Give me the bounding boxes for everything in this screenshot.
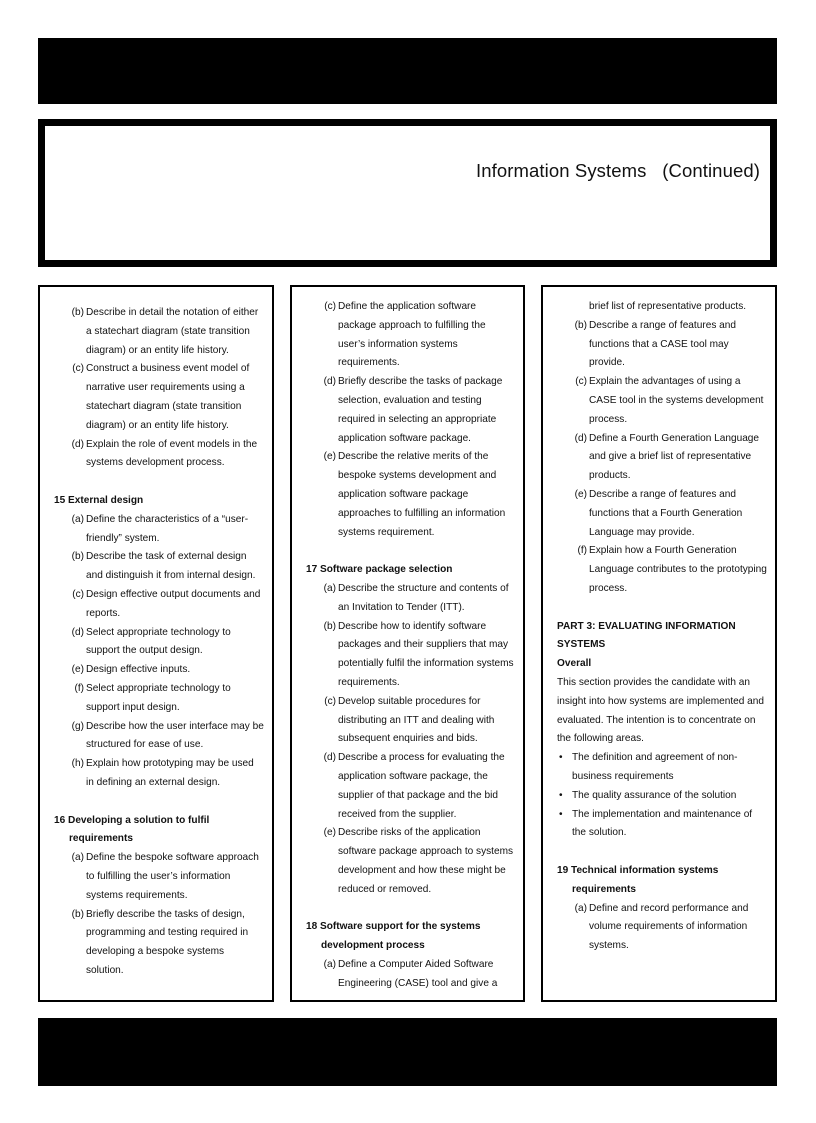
bullet-text: The quality assurance of the solution — [572, 789, 737, 801]
item-label: (d) — [71, 438, 84, 450]
item-text: Describe in detail the notation of either a statechart diagram (state transition diagram) or an entity life history. — [86, 307, 259, 356]
objective-item — [54, 849, 264, 905]
spacer — [54, 793, 264, 812]
objective-item — [557, 486, 767, 542]
item-text: Describe the task of external design and distinguish it from internal design. — [86, 551, 256, 582]
item-text: Define the application software package approach to fulfilling the user’s information systems requirements. — [338, 301, 486, 369]
bullet-item — [557, 787, 767, 806]
item-label: (b) — [71, 551, 84, 563]
page-title: Information Systems (Continued) — [476, 160, 760, 181]
item-text: Describe how the user interface may be structured for ease of use. — [86, 720, 264, 751]
item-text: Design effective inputs. — [86, 664, 191, 676]
objective-item — [306, 956, 515, 994]
item-label: (b) — [71, 307, 84, 318]
item-text: Define and record performance and volume requirements of information systems. — [589, 902, 749, 952]
item-label: (d) — [323, 752, 336, 764]
spacer — [306, 542, 515, 561]
objective-item — [54, 586, 264, 624]
objective-item — [306, 693, 515, 749]
item-text: Describe a process for evaluating the application software package, the supplier of that package and the bid received from the supplier. — [338, 752, 505, 820]
objective-item — [306, 373, 515, 448]
item-label: (e) — [323, 451, 336, 463]
item-label: (e) — [323, 827, 336, 839]
item-text: Design effective output documents and reports. — [86, 588, 261, 619]
objective-item — [306, 298, 515, 373]
paragraph: This section provides the candidate with an insight into how systems are implemented and evaluated. The intention is to concentrate on the following areas. — [557, 676, 765, 745]
bullet-icon: • — [559, 808, 563, 820]
item-text: Describe a range of features and functions that a Fourth Generation Language may provide. — [589, 488, 743, 538]
item-label: (b) — [71, 908, 84, 920]
objective-item — [306, 618, 515, 693]
item-label: (f) — [577, 545, 587, 557]
continued-text: brief list of representative products. — [589, 301, 747, 312]
column-3 — [541, 285, 777, 1002]
item-text: Explain the role of event models in the systems development process. — [86, 438, 258, 469]
section-heading: 19 Technical information systems requirements — [557, 864, 719, 895]
item-text: Briefly describe the tasks of package selection, evaluation and testing required in selecting an appropriate application software package. — [338, 376, 503, 444]
item-label: (a) — [574, 902, 587, 914]
item-text: Explain how a Fourth Generation Language contributes to the prototyping process. — [589, 545, 767, 594]
item-label: (e) — [574, 488, 587, 500]
objective-item — [54, 906, 264, 981]
bullet-text: The implementation and maintenance of the solution. — [572, 808, 753, 839]
item-text: Describe a range of features and functions that a CASE tool may provide. — [589, 319, 737, 369]
column-1 — [38, 285, 274, 1002]
item-label: (e) — [71, 664, 84, 676]
objective-item — [54, 511, 264, 549]
item-text: Explain how prototyping may be used in defining an external design. — [86, 758, 254, 788]
item-text: Describe how to identify software packages and their suppliers that may potentially fulfil the information systems requirements. — [338, 620, 514, 688]
objective-item — [54, 548, 264, 586]
item-label: (g) — [71, 720, 84, 732]
item-text: Develop suitable procedures for distributing an ITT and dealing with subsequent enquiries and bids. — [338, 695, 495, 745]
bullet-item — [557, 806, 767, 844]
objective-item — [54, 304, 264, 360]
item-label: (c) — [72, 363, 84, 375]
item-label: (h) — [71, 758, 84, 770]
item-label: (b) — [323, 620, 336, 632]
objective-item — [54, 680, 264, 718]
item-text: Define a Fourth Generation Language and give a brief list of representative products. — [589, 432, 760, 482]
item-label: (c) — [72, 588, 84, 600]
item-text: Select appropriate technology to support the output design. — [86, 626, 231, 657]
item-text: Define the characteristics of a “user-friendly” system. — [86, 513, 249, 544]
item-label: (f) — [74, 682, 84, 694]
item-label: (d) — [71, 626, 84, 638]
item-label: (a) — [71, 513, 84, 525]
objective-item — [54, 436, 264, 474]
objective-item — [54, 360, 264, 435]
objective-item — [54, 624, 264, 662]
bullet-icon: • — [559, 789, 563, 801]
item-text: Define a Computer Aided Software Engineering (CASE) tool and give a — [338, 958, 498, 989]
item-label: (a) — [323, 582, 336, 594]
item-text: Select appropriate technology to support input design. — [86, 682, 231, 713]
objective-item — [557, 542, 767, 598]
item-text: Describe risks of the application software package approach to systems development and how these might be reduced or removed. — [338, 827, 514, 895]
section-heading: 15 External design — [54, 494, 144, 506]
bullet-text: The definition and agreement of non-business requirements — [572, 752, 738, 782]
item-text: Describe the structure and contents of an Invitation to Tender (ITT). — [338, 582, 509, 613]
sub-heading: Overall — [557, 658, 592, 670]
objective-item — [557, 317, 767, 373]
item-label: (a) — [71, 852, 84, 864]
item-text: Explain the advantages of using a CASE tool in the systems development process. — [589, 376, 764, 425]
item-label: (c) — [575, 376, 587, 388]
header-black-band — [38, 38, 777, 104]
spacer — [306, 900, 515, 919]
footer-black-band — [38, 1018, 777, 1086]
item-text: Describe the relative merits of the bespoke systems development and application software package approaches to fulfilling an information systems requirement. — [338, 451, 506, 538]
objective-item — [54, 718, 264, 756]
item-label: (c) — [324, 695, 336, 707]
bullet-item — [557, 749, 767, 787]
column-2 — [290, 285, 525, 1002]
bullet-icon: • — [559, 752, 563, 764]
objective-item — [54, 755, 264, 793]
section-heading: 16 Developing a solution to fulfil requirements — [54, 814, 210, 845]
item-label: (a) — [323, 958, 336, 970]
objective-item — [306, 580, 515, 618]
objective-item — [557, 900, 767, 956]
spacer — [557, 599, 767, 618]
objective-item — [54, 661, 264, 680]
item-label: (b) — [574, 319, 587, 331]
item-label: (d) — [574, 432, 587, 444]
section-heading: 17 Software package selection — [306, 564, 453, 576]
spacer — [557, 843, 767, 862]
item-label: (d) — [323, 376, 336, 388]
part-heading: PART 3: EVALUATING INFORMATION SYSTEMS — [557, 620, 736, 651]
section-heading: 18 Software support for the systems development process — [306, 921, 481, 952]
objective-item — [557, 430, 767, 486]
title-box — [38, 119, 777, 267]
objective-item — [306, 824, 515, 899]
spacer — [54, 473, 264, 492]
objective-item — [557, 373, 767, 429]
item-label: (c) — [324, 301, 336, 312]
objective-item — [306, 448, 515, 542]
objective-item — [306, 749, 515, 824]
item-text: Construct a business event model of narrative user requirements using a statechart diagram (state transition diagram) or an entity life history. — [86, 363, 250, 431]
item-text: Briefly describe the tasks of design, programming and testing required in developing a bespoke systems solution. — [86, 908, 249, 976]
item-text: Define the bespoke software approach to fulfilling the user’s information systems requirements. — [86, 852, 259, 901]
